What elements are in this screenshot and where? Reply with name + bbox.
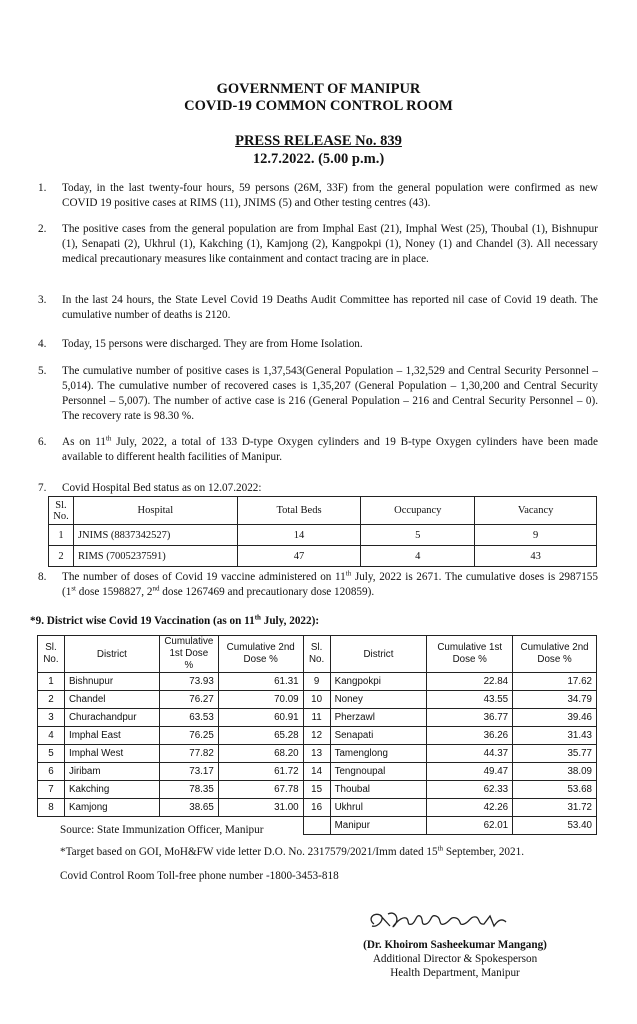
target-note: *Target based on GOI, MoH&FW vide letter D.O. No. 2317579/2021/Imm dated 15th September, 2021. [60, 844, 524, 858]
cell-dose1: 73.93 [159, 673, 218, 691]
cell-district: Bishnupur [64, 673, 159, 691]
cell-district: Kangpokpi [330, 673, 427, 691]
point-text: Today, 15 persons were discharged. They are from Home Isolation. [62, 338, 363, 350]
point-number: 6. [38, 436, 47, 448]
cell-sl: 5 [38, 745, 65, 763]
cell-dose1: 76.27 [159, 691, 218, 709]
col-sl-no: Sl. No. [303, 636, 330, 673]
toll-free-number: Covid Control Room Toll-free phone number -1800-3453-818 [60, 870, 339, 882]
col-sl-no: Sl. No. [38, 636, 65, 673]
cell-district: Churachandpur [64, 709, 159, 727]
cell-dose1: 76.25 [159, 727, 218, 745]
cell-dose2: 38.09 [513, 763, 597, 781]
cell-vacancy: 9 [475, 525, 597, 546]
table-header-row [49, 497, 597, 525]
cell-district: Tamenglong [330, 745, 427, 763]
cell-district: Kamjong [64, 799, 159, 817]
point-5 [38, 364, 598, 424]
table-row [49, 546, 597, 567]
table-row [38, 781, 597, 799]
point-text: The number of doses of Covid 19 vaccine administered on 11th July, 2022 is 2671. The cumulative doses is 2987155 (1st dose 1598827, 2nd dose 1267469 and precautionary dose 120859). [62, 569, 598, 598]
point-1 [38, 181, 598, 211]
table-row [38, 763, 597, 781]
cell-sl: 6 [38, 763, 65, 781]
table-row [38, 745, 597, 763]
col-district: District [330, 636, 427, 673]
cell-dose2: 68.20 [218, 745, 303, 763]
press-release-number: PRESS RELEASE No. 839 [235, 133, 402, 149]
cell-dose2: 31.43 [513, 727, 597, 745]
cell-sl: 10 [303, 691, 330, 709]
cell-district: Imphal East [64, 727, 159, 745]
cell-sl: 1 [38, 673, 65, 691]
cell-dose2: 31.72 [513, 799, 597, 817]
col-hospital: Hospital [73, 497, 237, 525]
cell-district-total: Manipur [330, 817, 427, 835]
cell-dose1: 36.77 [427, 709, 513, 727]
point-9-heading: *9. District wise Covid 19 Vaccination (as on 11th July, 2022): [30, 613, 320, 627]
col-vacancy: Vacancy [475, 497, 597, 525]
cell-occupancy: 5 [361, 525, 475, 546]
cell-dose1: 49.47 [427, 763, 513, 781]
col-dose2: Cumulative 2nd Dose % [513, 636, 597, 673]
cell-sl: 7 [38, 781, 65, 799]
cell-dose2: 61.31 [218, 673, 303, 691]
point-number: 4. [38, 338, 47, 350]
cell-district: Tengnoupal [330, 763, 427, 781]
table-header-row [38, 636, 597, 673]
table-row [38, 727, 597, 745]
cell-dose2: 60.91 [218, 709, 303, 727]
cell-district: Thoubal [330, 781, 427, 799]
point-number: 3. [38, 294, 47, 306]
cell-dose1: 22.84 [427, 673, 513, 691]
col-dose1: Cumulative 1st Dose % [159, 636, 218, 673]
cell-dose2: 17.62 [513, 673, 597, 691]
cell-hospital: JNIMS (8837342527) [73, 525, 237, 546]
cell-sl: 1 [49, 525, 74, 546]
cell-district: Imphal West [64, 745, 159, 763]
hospital-bed-table [48, 496, 597, 567]
cell-dose1: 38.65 [159, 799, 218, 817]
cell-total: 47 [237, 546, 361, 567]
cell-dose1: 63.53 [159, 709, 218, 727]
col-dose1: Cumulative 1st Dose % [427, 636, 513, 673]
point-4 [38, 337, 598, 352]
cell-dose1: 78.35 [159, 781, 218, 799]
point-text: Today, in the last twenty-four hours, 59 persons (26M, 33F) from the general population were confirmed as new COVID 19 positive cases at RIMS (11), JNIMS (5) and Other testing centres (43). [62, 182, 598, 209]
table-row [38, 799, 597, 817]
cell-sl: 16 [303, 799, 330, 817]
cell-hospital: RIMS (7005237591) [73, 546, 237, 567]
signatory-department: Health Department, Manipur [390, 967, 520, 979]
press-release-date: 12.7.2022. (5.00 p.m.) [252, 151, 385, 167]
col-dose2: Cumulative 2nd Dose % [218, 636, 303, 673]
cell-dose2: 61.72 [218, 763, 303, 781]
point-number: 8. [38, 571, 47, 583]
cell-total: 14 [237, 525, 361, 546]
cell-dose2: 34.79 [513, 691, 597, 709]
cell-occupancy: 4 [361, 546, 475, 567]
district-vaccination-table [37, 635, 597, 835]
cell-dose2: 70.09 [218, 691, 303, 709]
cell-district: Pherzawl [330, 709, 427, 727]
table-row [38, 691, 597, 709]
cell-sl: 11 [303, 709, 330, 727]
table-row [38, 673, 597, 691]
cell-dose1: 36.26 [427, 727, 513, 745]
cell-dose1: 42.26 [427, 799, 513, 817]
point-text: Covid Hospital Bed status as on 12.07.2022: [62, 482, 262, 494]
cell-sl: 13 [303, 745, 330, 763]
cell-sl: 9 [303, 673, 330, 691]
col-total-beds: Total Beds [237, 497, 361, 525]
cell-dose1: 44.37 [427, 745, 513, 763]
cell-dose2: 65.28 [218, 727, 303, 745]
point-text: In the last 24 hours, the State Level Covid 19 Deaths Audit Committee has reported nil case of Covid 19 death. The cumulative number of deaths is 2120. [62, 294, 598, 321]
point-number: 5. [38, 365, 47, 377]
cell-district: Noney [330, 691, 427, 709]
cell-vacancy: 43 [475, 546, 597, 567]
cell-sl: 15 [303, 781, 330, 799]
point-text: The positive cases from the general population are from Imphal East (21), Imphal West (25), Thoubal (1), Bishnupur (1), Senapati (2), Ukhrul (1), Kakching (1), Kamjong (2), Kangpokpi (1), Noney (1) and Chandel (3). All necessary medical precautionary measures like containment and contact tracing are in place. [62, 223, 598, 265]
source-note: Source: State Immunization Officer, Manipur [60, 824, 264, 836]
cell-dose2: 31.00 [218, 799, 303, 817]
cell-dose1: 77.82 [159, 745, 218, 763]
header-control-room: COVID-19 COMMON CONTROL ROOM [184, 98, 453, 114]
point-8 [38, 570, 598, 600]
point-6 [38, 435, 598, 465]
point-7 [38, 481, 598, 496]
table-row [49, 525, 597, 546]
cell-sl: 2 [49, 546, 74, 567]
cell-dose2: 53.68 [513, 781, 597, 799]
cell-district: Ukhrul [330, 799, 427, 817]
cell-sl: 3 [38, 709, 65, 727]
point-2 [38, 222, 598, 267]
point-number: 1. [38, 182, 47, 194]
cell-sl: 14 [303, 763, 330, 781]
cell-sl: 8 [38, 799, 65, 817]
cell-dose1-total: 62.01 [427, 817, 513, 835]
handwritten-signature [366, 906, 516, 934]
cell-district: Senapati [330, 727, 427, 745]
table-row [38, 709, 597, 727]
header-government: GOVERNMENT OF MANIPUR [216, 81, 421, 97]
cell-dose2: 35.77 [513, 745, 597, 763]
cell-sl: 4 [38, 727, 65, 745]
cell-dose2-total: 53.40 [513, 817, 597, 835]
point-number: 7. [38, 482, 47, 494]
cell-district: Kakching [64, 781, 159, 799]
cell-sl: 12 [303, 727, 330, 745]
cell-dose1: 62.33 [427, 781, 513, 799]
cell-district: Jiribam [64, 763, 159, 781]
cell-district: Chandel [64, 691, 159, 709]
point-text: The cumulative number of positive cases is 1,37,543(General Population – 1,32,529 and Central Security Personnel – 5,014). The cumulative number of recovered cases is 1,35,207 (General Population – 1,30,200 and Central Security Personnel – 5,007). The number of active case is 216 (General Population – 216 and Central Security Personnel – 0). The recovery rate is 98.30 %. [62, 365, 598, 422]
signatory-name: (Dr. Khoirom Sasheekumar Mangang) [363, 939, 547, 951]
col-sl-no: Sl. No. [49, 497, 74, 525]
cell-sl: 2 [38, 691, 65, 709]
point-3 [38, 293, 598, 323]
signatory-designation: Additional Director & Spokesperson [372, 953, 538, 965]
cell-dose2: 67.78 [218, 781, 303, 799]
point-text: As on 11th July, 2022, a total of 133 D-type Oxygen cylinders and 19 B-type Oxygen cylinders have been made available to different health facilities of Manipur. [62, 434, 598, 463]
point-number: 2. [38, 223, 47, 235]
cell-dose1: 73.17 [159, 763, 218, 781]
cell-dose1: 43.55 [427, 691, 513, 709]
cell-dose2: 39.46 [513, 709, 597, 727]
col-occupancy: Occupancy [361, 497, 475, 525]
col-district: District [64, 636, 159, 673]
